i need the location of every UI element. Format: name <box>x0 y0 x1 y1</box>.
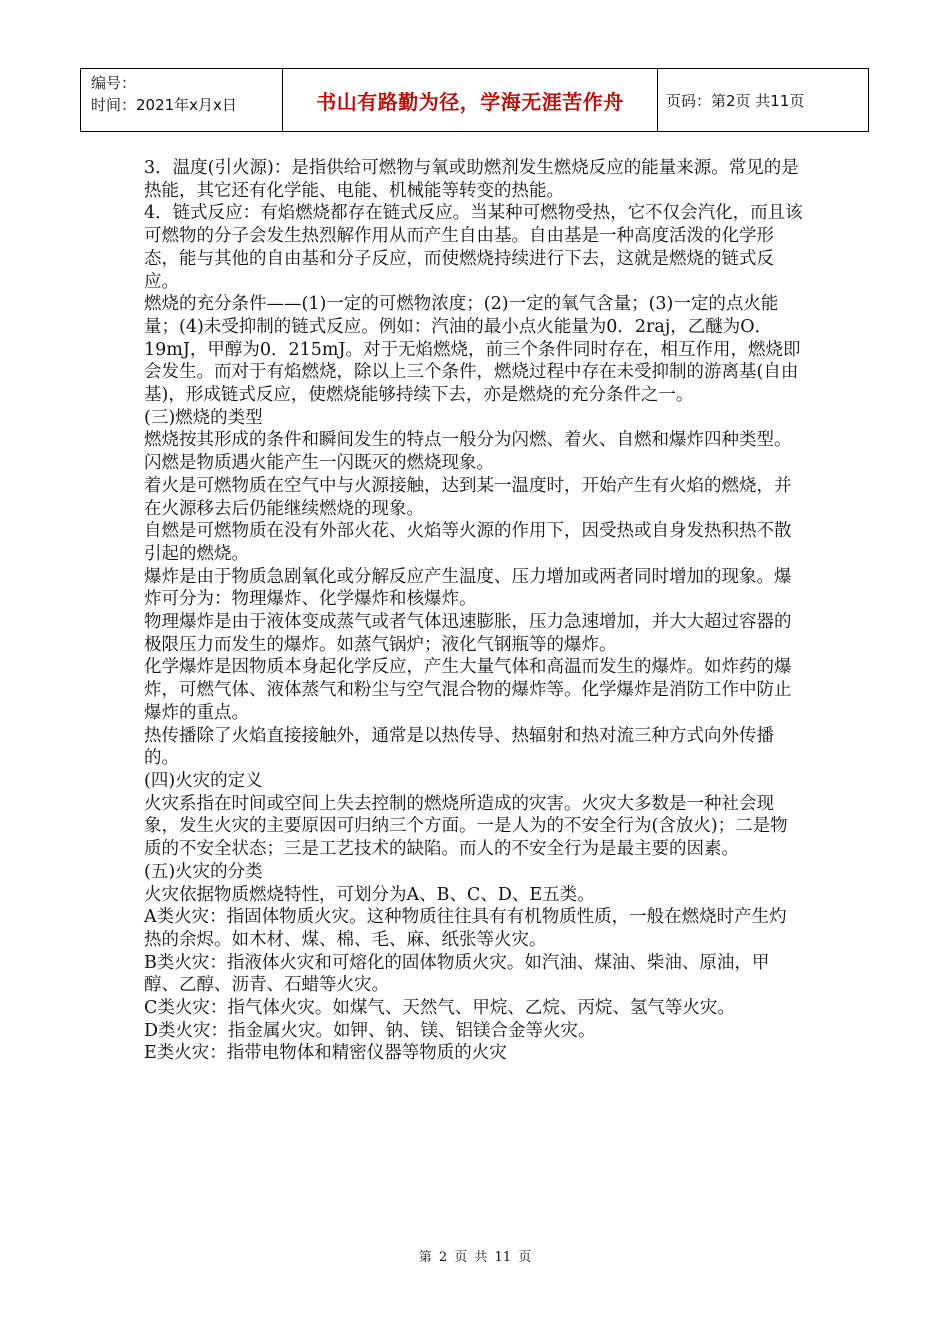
document-body <box>144 157 804 1065</box>
paragraph: 4．链式反应：有焰燃烧都存在链式反应。当某种可燃物受热，它不仅会汽化，而且该可燃物的分子会发生热烈解作用从而产生自由基。自由基是一种高度活泼的化学形态，能与其他的自由基和分子反应，而使燃烧持续进行下去，这就是燃烧的链式反应。 <box>144 203 803 292</box>
document-time-label: 时间：2021年x月x日 <box>91 96 237 114</box>
paragraph: D类火灾：指金属火灾。如钾、钠、镁、铝镁合金等火灾。 <box>144 1020 596 1041</box>
header-meta-cell <box>81 69 283 131</box>
header-motto: 书山有路勤为径，学海无涯苦作舟 <box>316 89 624 114</box>
paragraph: E类火灾：指带电物体和精密仪器等物质的火灾 <box>144 1043 507 1064</box>
section-heading: (五)火灾的分类 <box>144 861 263 882</box>
paragraph: 闪燃是物质遇火能产生一闪既灭的燃烧现象。 <box>144 453 494 474</box>
paragraph: 物理爆炸是由于液体变成蒸气或者气体迅速膨胀，压力急速增加，并大大超过容器的极限压力而发生的爆炸。如蒸气锅炉；液化气钢瓶等的爆炸。 <box>144 612 792 655</box>
paragraph: 火灾依据物质燃烧特性，可划分为A、B、C、D、E五类。 <box>144 884 595 905</box>
paragraph: 自燃是可燃物质在没有外部火花、火焰等火源的作用下，因受热或自身发热积热不散引起的燃烧。 <box>144 521 792 564</box>
section-heading: (三)燃烧的类型 <box>144 407 263 428</box>
paragraph: 爆炸是由于物质急剧氧化或分解反应产生温度、压力增加或两者同时增加的现象。爆炸可分为：物理爆炸、化学爆炸和核爆炸。 <box>144 566 792 610</box>
paragraph: 火灾系指在时间或空间上失去控制的燃烧所造成的灾害。火灾大多数是一种社会现象，发生火灾的主要原因可归纳三个方面。一是人为的不安全行为(含放火)；二是物质的不安全状态；三是工艺技术的缺陷。而人的不安全行为是最主要的因素。 <box>144 793 788 860</box>
paragraph: 3．温度(引火源)：是指供给可燃物与氧或助燃剂发生燃烧反应的能量来源。常见的是热能，其它还有化学能、电能、机械能等转变的热能。 <box>144 158 799 201</box>
paragraph: 燃烧的充分条件——(1)一定的可燃物浓度；(2)一定的氧气含量；(3)一定的点火能量；(4)未受抑制的链式反应。例如：汽油的最小点火能量为0．2raj，乙醚为O．19mJ，甲醇为0．215mJ。对于无焰燃烧，前三个条件同时存在，相互作用，燃烧即会发生。而对于有焰燃烧，除以上三个条件，燃烧过程中存在未受抑制的游离基(自由基)，形成链式反应，使燃烧能够持续下去，亦是燃烧的充分条件之一。 <box>144 294 801 406</box>
paragraph: A类火灾：指固体物质火灾。这种物质往往具有有机物质性质，一般在燃烧时产生灼热的余烬。如木材、煤、棉、毛、麻、纸张等火灾。 <box>144 907 787 950</box>
page-header-table <box>80 68 869 132</box>
page-footer <box>0 1246 950 1265</box>
paragraph: C类火灾：指气体火灾。如煤气、天然气、甲烷、乙烷、丙烷、氢气等火灾。 <box>144 998 735 1019</box>
paragraph: B类火灾：指液体火灾和可熔化的固体物质火灾。如汽油、煤油、柴油、原油，甲醇、乙醇、沥青、石蜡等火灾。 <box>144 952 770 996</box>
header-motto-cell <box>283 69 658 131</box>
paragraph: 化学爆炸是因物质本身起化学反应，产生大量气体和高温而发生的爆炸。如炸药的爆炸，可燃气体、液体蒸气和粉尘与空气混合物的爆炸等。化学爆炸是消防工作中防止爆炸的重点。 <box>144 657 792 723</box>
paragraph: 燃烧按其形成的条件和瞬间发生的特点一般分为闪燃、着火、自燃和爆炸四种类型。 <box>144 430 792 451</box>
header-page-info: 页码：第2页 共11页 <box>666 91 805 110</box>
section-heading: (四)火灾的定义 <box>144 770 263 791</box>
document-number-label: 编号： <box>91 74 137 92</box>
footer-page-number: 第 2 页 共 11 页 <box>418 1250 532 1265</box>
paragraph: 着火是可燃物质在空气中与火源接触，达到某一温度时，开始产生有火焰的燃烧，并在火源移去后仍能继续燃烧的现象。 <box>144 475 792 519</box>
header-page-cell <box>658 69 868 131</box>
paragraph: 热传播除了火焰直接接触外，通常是以热传导、热辐射和热对流三种方式向外传播的。 <box>144 725 774 769</box>
